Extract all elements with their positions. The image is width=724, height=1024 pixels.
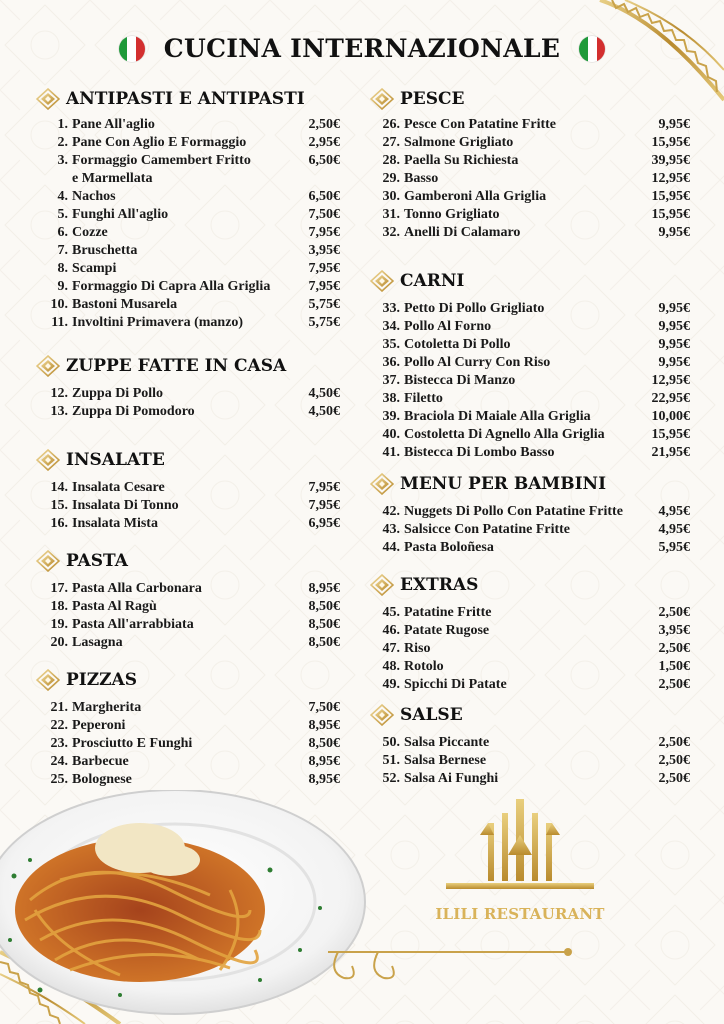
- section-title: EXTRAS: [400, 575, 479, 595]
- item-name: Spicchi Di Patate: [404, 677, 507, 692]
- item-number: 5.: [57, 207, 68, 222]
- item-price: 6,50€: [308, 189, 340, 204]
- restaurant-logo: [440, 795, 600, 905]
- item-number: 25.: [50, 772, 68, 787]
- menu-item: [378, 734, 690, 752]
- item-price: 2,95€: [308, 135, 340, 150]
- item-name: Paella Su Richiesta: [404, 153, 519, 168]
- item-price: 4,50€: [308, 386, 340, 401]
- menu-item: [46, 634, 340, 652]
- section-title: PIZZAS: [66, 670, 138, 690]
- diamond-ornament-icon: [36, 669, 60, 691]
- item-number: 44.: [382, 540, 400, 555]
- menu-item: [378, 224, 690, 242]
- item-name: Tonno Grigliato: [404, 207, 500, 222]
- item-name: Pasta Boloñesa: [404, 540, 494, 555]
- item-number: 32.: [382, 225, 400, 240]
- item-price: 39,95€: [651, 153, 690, 168]
- section-title: INSALATE: [66, 450, 165, 470]
- item-price: 4,50€: [308, 404, 340, 419]
- item-name: Salsa Ai Funghi: [404, 771, 499, 786]
- menu-item: [46, 242, 340, 260]
- item-name: Bastoni Musarela: [72, 297, 178, 312]
- item-price: 8,50€: [308, 635, 340, 650]
- item-number: 43.: [382, 522, 400, 537]
- item-price: 1,50€: [658, 659, 690, 674]
- menu-list-antipasti: [46, 116, 340, 332]
- item-name: Cotoletta Di Pollo: [404, 337, 511, 352]
- section-title: PESCE: [400, 89, 465, 109]
- item-number: 41.: [382, 445, 400, 460]
- section-header-salse: [370, 704, 463, 726]
- item-number: 11.: [51, 315, 68, 330]
- menu-item: [46, 515, 340, 533]
- menu-item: [378, 206, 690, 224]
- item-number: 9.: [57, 279, 68, 294]
- item-number: 40.: [382, 427, 400, 442]
- section-title: CARNI: [400, 271, 465, 291]
- item-price: 7,95€: [308, 225, 340, 240]
- item-name: Pane All'aglio: [72, 117, 155, 132]
- item-price: 15,95€: [651, 427, 690, 442]
- item-name: Insalata Mista: [72, 516, 158, 531]
- menu-item: [46, 385, 340, 403]
- menu-item: [46, 479, 340, 497]
- item-name: Pollo Al Curry Con Riso: [404, 355, 551, 370]
- item-number: 15.: [50, 498, 68, 513]
- item-price: 8,95€: [308, 581, 340, 596]
- item-number: 50.: [382, 735, 400, 750]
- item-price: 9,95€: [658, 225, 690, 240]
- item-price: 2,50€: [658, 753, 690, 768]
- item-name-continuation: e Marmellata: [72, 171, 153, 186]
- item-price: 5,75€: [308, 315, 340, 330]
- section-title: ZUPPE FATTE IN CASA: [66, 356, 287, 376]
- item-number: 38.: [382, 391, 400, 406]
- item-name: Pasta Alla Carbonara: [72, 581, 202, 596]
- item-name: Insalata Di Tonno: [72, 498, 179, 513]
- item-name: Basso: [404, 171, 439, 186]
- item-price: 2,50€: [658, 735, 690, 750]
- item-price: 15,95€: [651, 207, 690, 222]
- section-header-insalate: [36, 449, 165, 471]
- item-number: 3.: [57, 153, 68, 168]
- item-number: 6.: [57, 225, 68, 240]
- section-header-bambini: [370, 473, 606, 495]
- item-number: 51.: [382, 753, 400, 768]
- item-price: 12,95€: [651, 171, 690, 186]
- item-number: 20.: [50, 635, 68, 650]
- item-price: 7,95€: [308, 261, 340, 276]
- menu-item: [46, 580, 340, 598]
- menu-list-salse: [378, 734, 690, 788]
- item-number: 10.: [50, 297, 68, 312]
- item-name: Anelli Di Calamaro: [404, 225, 521, 240]
- item-name: Funghi All'aglio: [72, 207, 169, 222]
- item-name: Pasta Al Ragù: [72, 599, 157, 614]
- diamond-ornament-icon: [370, 704, 394, 726]
- menu-item: [46, 314, 340, 332]
- section-header-zuppe: [36, 355, 286, 377]
- item-price: 8,95€: [308, 718, 340, 733]
- diamond-ornament-icon: [36, 550, 60, 572]
- item-number: 23.: [50, 736, 68, 751]
- item-price: 3,95€: [308, 243, 340, 258]
- menu-item: [378, 676, 690, 694]
- menu-item: [378, 604, 690, 622]
- item-number: 1.: [57, 117, 68, 132]
- menu-item: [46, 717, 340, 735]
- item-number: 17.: [50, 581, 68, 596]
- diamond-ornament-icon: [370, 270, 394, 292]
- menu-list-extras: [378, 604, 690, 694]
- item-price: 2,50€: [658, 677, 690, 692]
- item-name: Pollo Al Forno: [404, 319, 492, 334]
- menu-item: [378, 408, 690, 426]
- item-name: Formaggio Camembert Fritto: [72, 153, 251, 168]
- item-price: 7,50€: [308, 700, 340, 715]
- menu-item: [378, 372, 690, 390]
- item-number: 28.: [382, 153, 400, 168]
- menu-item: [46, 152, 340, 170]
- menu-item: [46, 116, 340, 134]
- item-price: 4,95€: [658, 522, 690, 537]
- item-price: 15,95€: [651, 135, 690, 150]
- menu-item: [378, 336, 690, 354]
- menu-item: [378, 503, 690, 521]
- item-price: 8,95€: [308, 772, 340, 787]
- item-price: 22,95€: [651, 391, 690, 406]
- item-price: 6,95€: [308, 516, 340, 531]
- item-number: 48.: [382, 659, 400, 674]
- item-name: Bolognese: [72, 772, 132, 787]
- diamond-ornament-icon: [36, 355, 60, 377]
- item-number: 35.: [382, 337, 400, 352]
- section-header-pesce: [370, 88, 465, 110]
- menu-item: [46, 224, 340, 242]
- section-title: SALSE: [400, 705, 463, 725]
- item-number: 39.: [382, 409, 400, 424]
- menu-item: [378, 521, 690, 539]
- item-price: 10,00€: [651, 409, 690, 424]
- item-number: 14.: [50, 480, 68, 495]
- item-name: Formaggio Di Capra Alla Griglia: [72, 279, 271, 294]
- item-number: 46.: [382, 623, 400, 638]
- item-price: 8,50€: [308, 736, 340, 751]
- item-name: Scampi: [72, 261, 117, 276]
- item-number: 22.: [50, 718, 68, 733]
- item-name: Barbecue: [72, 754, 129, 769]
- item-number: 12.: [50, 386, 68, 401]
- menu-item: [46, 134, 340, 152]
- item-name: Pane Con Aglio E Formaggio: [72, 135, 247, 150]
- item-price: 8,95€: [308, 754, 340, 769]
- item-name: Patatine Fritte: [404, 605, 492, 620]
- section-title: ANTIPASTI E ANTIPASTI: [66, 89, 305, 109]
- item-price: 9,95€: [658, 337, 690, 352]
- menu-item: [46, 735, 340, 753]
- item-number: 30.: [382, 189, 400, 204]
- decorative-flourish: [318, 938, 578, 988]
- menu-item: [378, 390, 690, 408]
- menu-item: [46, 206, 340, 224]
- menu-list-insalate: [46, 479, 340, 533]
- item-number: 26.: [382, 117, 400, 132]
- item-number: 2.: [57, 135, 68, 150]
- item-name: Salsicce Con Patatine Fritte: [404, 522, 571, 537]
- item-price: 12,95€: [651, 373, 690, 388]
- item-price: 9,95€: [658, 319, 690, 334]
- menu-item: [378, 444, 690, 462]
- item-number: 19.: [50, 617, 68, 632]
- section-header-pizzas: [36, 669, 137, 691]
- item-price: 7,95€: [308, 498, 340, 513]
- spaghetti-plate-image: [0, 790, 370, 1024]
- item-price: 9,95€: [658, 117, 690, 132]
- item-number: 8.: [57, 261, 68, 276]
- item-price: 2,50€: [658, 641, 690, 656]
- item-name: Gamberoni Alla Griglia: [404, 189, 547, 204]
- menu-item: [378, 770, 690, 788]
- menu-item-continuation: [46, 170, 340, 188]
- item-number: 45.: [382, 605, 400, 620]
- menu-item: [378, 426, 690, 444]
- menu-list-bambini: [378, 503, 690, 557]
- item-name: Braciola Di Maiale Alla Griglia: [404, 409, 591, 424]
- item-number: 7.: [57, 243, 68, 258]
- item-price: 2,50€: [308, 117, 340, 132]
- diamond-ornament-icon: [36, 88, 60, 110]
- menu-item: [46, 616, 340, 634]
- item-name: Insalata Cesare: [72, 480, 165, 495]
- menu-item: [378, 539, 690, 557]
- item-name: Petto Di Pollo Grigliato: [404, 301, 545, 316]
- section-header-extras: [370, 574, 478, 596]
- menu-item: [46, 260, 340, 278]
- item-price: 8,50€: [308, 599, 340, 614]
- item-name: Pasta All'arrabbiata: [72, 617, 194, 632]
- diamond-ornament-icon: [370, 473, 394, 495]
- page-title: CUCINA INTERNAZIONALE: [163, 34, 561, 63]
- menu-list-pesce: [378, 116, 690, 242]
- diamond-ornament-icon: [370, 88, 394, 110]
- diamond-ornament-icon: [36, 449, 60, 471]
- item-name: Salmone Grigliato: [404, 135, 514, 150]
- item-price: 2,50€: [658, 771, 690, 786]
- item-price: 2,50€: [658, 605, 690, 620]
- item-name: Salsa Bernese: [404, 753, 487, 768]
- item-number: 13.: [50, 404, 68, 419]
- item-price: 4,95€: [658, 504, 690, 519]
- menu-list-pasta: [46, 580, 340, 652]
- menu-item: [378, 170, 690, 188]
- item-name: Riso: [404, 641, 431, 656]
- menu-item: [46, 598, 340, 616]
- item-price: 5,75€: [308, 297, 340, 312]
- item-price: 21,95€: [651, 445, 690, 460]
- item-price: 3,95€: [658, 623, 690, 638]
- section-title: MENU PER BAMBINI: [400, 474, 607, 494]
- item-number: 24.: [50, 754, 68, 769]
- item-name: Patate Rugose: [404, 623, 490, 638]
- menu-item: [378, 116, 690, 134]
- menu-item: [46, 771, 340, 789]
- item-name: Bistecca Di Manzo: [404, 373, 516, 388]
- item-price: 7,95€: [308, 480, 340, 495]
- item-name: Nuggets Di Pollo Con Patatine Fritte: [404, 504, 623, 519]
- item-name: Salsa Piccante: [404, 735, 490, 750]
- menu-item: [378, 152, 690, 170]
- item-name: Zuppa Di Pollo: [72, 386, 164, 401]
- menu-item: [378, 318, 690, 336]
- restaurant-name: ILILI RESTAURANT: [435, 905, 605, 923]
- menu-item: [46, 278, 340, 296]
- menu-item: [378, 622, 690, 640]
- item-number: 18.: [50, 599, 68, 614]
- item-name: Cozze: [72, 225, 108, 240]
- menu-list-carni: [378, 300, 690, 462]
- item-price: 7,50€: [308, 207, 340, 222]
- item-number: 16.: [50, 516, 68, 531]
- italian-flag-icon: [119, 36, 145, 62]
- item-number: 42.: [382, 504, 400, 519]
- italian-flag-icon: [579, 36, 605, 62]
- menu-item: [378, 300, 690, 318]
- diamond-ornament-icon: [370, 574, 394, 596]
- menu-item: [46, 403, 340, 421]
- item-number: 31.: [382, 207, 400, 222]
- menu-item: [378, 188, 690, 206]
- item-price: 15,95€: [651, 189, 690, 204]
- item-name: Pesce Con Patatine Fritte: [404, 117, 556, 132]
- item-name: Prosciutto E Funghi: [72, 736, 193, 751]
- item-name: Filetto: [404, 391, 443, 406]
- item-price: 7,95€: [308, 279, 340, 294]
- menu-item: [46, 296, 340, 314]
- item-name: Involtini Primavera (manzo): [72, 315, 244, 330]
- header: [0, 34, 724, 63]
- menu-item: [378, 640, 690, 658]
- section-title: PASTA: [66, 551, 128, 571]
- item-name: Lasagna: [72, 635, 123, 650]
- menu-item: [378, 134, 690, 152]
- item-number: 49.: [382, 677, 400, 692]
- item-number: 29.: [382, 171, 400, 186]
- item-price: 6,50€: [308, 153, 340, 168]
- item-name: Rotolo: [404, 659, 444, 674]
- item-number: 34.: [382, 319, 400, 334]
- item-price: 9,95€: [658, 355, 690, 370]
- item-name: Costoletta Di Agnello Alla Griglia: [404, 427, 605, 442]
- section-header-pasta: [36, 550, 128, 572]
- menu-item: [46, 699, 340, 717]
- item-number: 36.: [382, 355, 400, 370]
- item-number: 47.: [382, 641, 400, 656]
- menu-item: [378, 658, 690, 676]
- menu-item: [378, 752, 690, 770]
- section-header-carni: [370, 270, 464, 292]
- item-number: 27.: [382, 135, 400, 150]
- item-price: 8,50€: [308, 617, 340, 632]
- menu-item: [46, 753, 340, 771]
- menu-list-zuppe: [46, 385, 340, 421]
- item-number: 21.: [50, 700, 68, 715]
- item-name: Bruschetta: [72, 243, 138, 258]
- menu-item: [46, 497, 340, 515]
- item-number: 33.: [382, 301, 400, 316]
- menu-list-pizzas: [46, 699, 340, 789]
- item-number: 4.: [57, 189, 68, 204]
- item-name: Bistecca Di Lombo Basso: [404, 445, 555, 460]
- item-price: 9,95€: [658, 301, 690, 316]
- menu-item: [46, 188, 340, 206]
- menu-item: [378, 354, 690, 372]
- section-header-antipasti: [36, 88, 305, 110]
- item-number: 37.: [382, 373, 400, 388]
- item-name: Margherita: [72, 700, 142, 715]
- item-price: 5,95€: [658, 540, 690, 555]
- item-name: Nachos: [72, 189, 116, 204]
- item-name: Zuppa Di Pomodoro: [72, 404, 195, 419]
- item-number: 52.: [382, 771, 400, 786]
- item-name: Peperoni: [72, 718, 126, 733]
